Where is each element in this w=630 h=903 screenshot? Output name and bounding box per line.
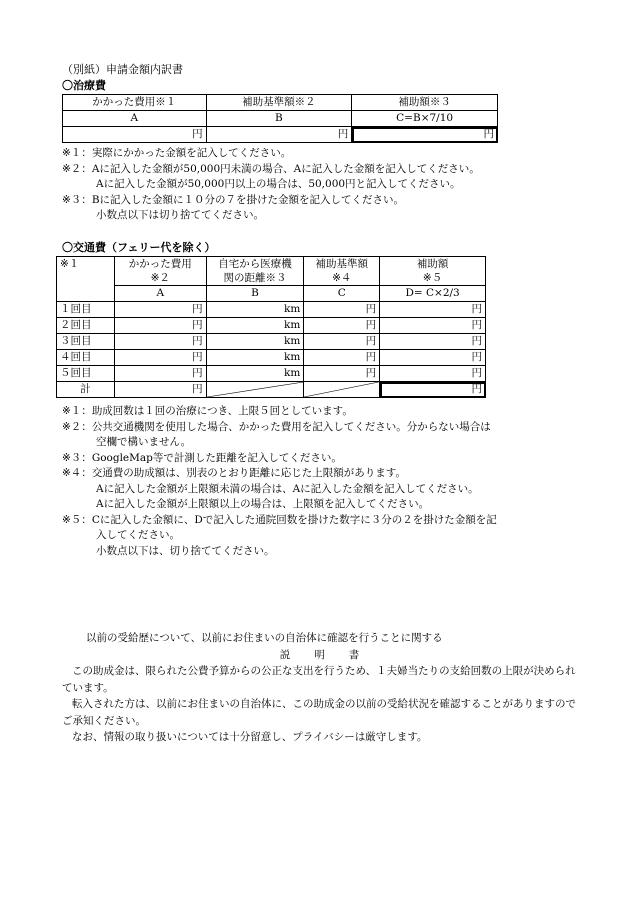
- table-row: [57, 350, 486, 366]
- explanation-paragraph-3: なお、情報の取り扱いについては十分留意し、プライバシーは厳守します。: [72, 731, 428, 743]
- note-text: 小数点以下は切り捨ててください。: [96, 209, 264, 221]
- note-label: ※４：: [62, 467, 92, 479]
- note-text: Cに記入した金額に、Dで記入した通院回数を掛けた数字に３分の２を掛けた金額を記: [91, 513, 497, 526]
- note-item: [62, 466, 582, 482]
- transport-formula-a: A: [114, 286, 206, 302]
- note-item: [62, 404, 582, 420]
- explanation-intro: 以前の受給歴について、以前にお住まいの自治体に確認を行うことに関する: [86, 632, 443, 644]
- note-label: ※１：: [62, 405, 92, 417]
- total-distance-blank: [206, 382, 304, 398]
- treatment-col-standard: 補助基準額※２: [206, 95, 352, 111]
- note-text: Aに記入した金額が上限額未満の場合は、Aに記入した金額を記入してください。: [96, 482, 479, 495]
- distance-cell[interactable]: km: [206, 318, 304, 334]
- table-row: [57, 334, 486, 350]
- transport-col-standard: [304, 257, 380, 286]
- row-label: ２回目: [57, 318, 115, 334]
- treatment-input-subsidy[interactable]: 円: [352, 127, 498, 143]
- subsidy-cell[interactable]: 円: [380, 366, 486, 382]
- total-row: [57, 382, 486, 398]
- note-text: GoogleMap等で計測した距離を記入してください。: [91, 451, 342, 464]
- note-text: 公共交通機関を使用した場合、かかった費用を記入してください。分からない場合は: [91, 420, 491, 433]
- transport-col-distance-line2: 関の距離※３: [223, 272, 287, 284]
- explanation-title: 説 明 書: [279, 648, 361, 661]
- treatment-formula-c: C=B×7/10: [352, 111, 498, 127]
- cost-cell[interactable]: 円: [114, 366, 206, 382]
- note-item: [62, 420, 582, 436]
- transport-formula-b: B: [206, 286, 304, 302]
- subsidy-cell[interactable]: 円: [380, 350, 486, 366]
- treatment-formula-row: [63, 111, 498, 127]
- standard-cell[interactable]: 円: [304, 302, 380, 318]
- note-item: [62, 146, 582, 162]
- explanation-section: [62, 630, 578, 746]
- table-row: [57, 366, 486, 382]
- transport-col-standard-line2: ※４: [332, 272, 352, 284]
- table-row: [57, 318, 486, 334]
- total-subsidy-cell[interactable]: 円: [380, 382, 486, 398]
- row-label: ３回目: [57, 334, 115, 350]
- treatment-table: [62, 94, 498, 143]
- distance-cell[interactable]: km: [206, 302, 304, 318]
- cost-cell[interactable]: 円: [114, 334, 206, 350]
- cost-cell[interactable]: 円: [114, 350, 206, 366]
- note-label: ※３：: [62, 451, 92, 464]
- note-label: ※２：: [62, 420, 92, 433]
- transport-col-cost-line1: かかった費用: [128, 258, 192, 270]
- note-text: Aに記入した金額が50,000円以上の場合は、50,000円と記入してください。: [96, 178, 461, 190]
- treatment-input-standard[interactable]: 円: [206, 127, 352, 143]
- note-text: 小数点以下は、切り捨ててください。: [96, 544, 275, 557]
- explanation-paragraph-2: 転入された方は、以前にお住まいの自治体に、この助成金の以前の受給状況を確認することがありますのでご承知ください。: [62, 698, 576, 727]
- note-item: [62, 162, 582, 178]
- note-text: 実際にかかった金額を記入してください。: [91, 147, 292, 159]
- cost-cell[interactable]: 円: [114, 302, 206, 318]
- transport-col-subsidy-line2: ※５: [422, 272, 443, 284]
- note-text: 入してください。: [96, 529, 180, 541]
- row-label: ５回目: [57, 366, 115, 382]
- note-text: Aに記入した金額が上限額以上の場合は、上限額を記入してください。: [96, 498, 430, 510]
- standard-cell[interactable]: 円: [304, 318, 380, 334]
- standard-cell[interactable]: 円: [304, 366, 380, 382]
- transport-col-subsidy: [380, 257, 486, 286]
- note-label: ※５：: [62, 513, 92, 526]
- row-label: １回目: [57, 302, 115, 318]
- note-item: [62, 451, 582, 467]
- transport-formula-d: D= C×2/3: [380, 286, 486, 302]
- distance-cell[interactable]: km: [206, 366, 304, 382]
- transport-col-subsidy-line1: 補助額: [416, 258, 449, 270]
- distance-cell[interactable]: km: [206, 350, 304, 366]
- transport-col-standard-line1: 補助基準額: [315, 258, 369, 270]
- diagonal-line: [207, 382, 304, 397]
- cost-cell[interactable]: 円: [114, 318, 206, 334]
- distance-cell[interactable]: km: [206, 334, 304, 350]
- treatment-input-row: [63, 127, 498, 143]
- note-item: [62, 193, 582, 209]
- subsidy-cell[interactable]: 円: [380, 334, 486, 350]
- row-label: ４回目: [57, 350, 115, 366]
- transport-heading: 〇交通費（フェリー代を除く）: [62, 241, 216, 254]
- note-label: ※１：: [62, 147, 92, 159]
- table-row: [57, 302, 486, 318]
- note-text: 空欄で構いません。: [96, 436, 192, 448]
- standard-cell[interactable]: 円: [304, 350, 380, 366]
- treatment-formula-a: A: [63, 111, 207, 127]
- note-text: 助成回数は１回の治療につき、上限５回としています。: [91, 405, 353, 417]
- transport-table: [56, 256, 486, 398]
- treatment-heading: 〇治療費: [62, 79, 106, 92]
- total-cost-cell[interactable]: 円: [114, 382, 206, 398]
- note-text: 交通費の助成額は、別表のとおり距離に応じた上限額があります。: [91, 467, 406, 479]
- treatment-notes: [62, 146, 582, 224]
- total-standard-blank: [304, 382, 380, 398]
- transport-col-distance-line1: 自宅から医療機: [218, 258, 292, 270]
- transport-formula-row: [57, 286, 486, 302]
- explanation-paragraph-1: この助成金は、限られた公費予算からの公正な支出を行うため、１夫婦当たりの支給回数の上限が決められています。: [62, 665, 576, 694]
- note-item: [62, 513, 582, 529]
- treatment-col-cost: かかった費用※１: [63, 95, 207, 111]
- treatment-header-row: [63, 95, 498, 111]
- total-label: 計: [57, 382, 115, 398]
- subsidy-cell[interactable]: 円: [380, 318, 486, 334]
- note-text: Bに記入した金額に１０分の７を掛けた金額を記入してください。: [91, 193, 405, 206]
- treatment-col-subsidy: 補助額※３: [352, 95, 498, 111]
- transport-col-distance: [206, 257, 304, 286]
- transport-notes: [62, 404, 582, 559]
- standard-cell[interactable]: 円: [304, 334, 380, 350]
- subsidy-cell[interactable]: 円: [380, 302, 486, 318]
- transport-col-count: ※１: [57, 257, 115, 302]
- note-label: ※３：: [62, 193, 92, 206]
- transport-formula-c: C: [304, 286, 380, 302]
- note-label: ※２：: [62, 162, 92, 175]
- treatment-formula-b: B: [206, 111, 352, 127]
- note-text: Aに記入した金額が50,000円未満の場合、Aに記入した金額を記入してください。: [91, 162, 480, 175]
- transport-col-cost-line2: ※２: [150, 272, 170, 284]
- transport-col-cost: [114, 257, 206, 286]
- diagonal-line: [304, 382, 379, 397]
- treatment-input-cost[interactable]: 円: [63, 127, 207, 143]
- document-title: （別紙）申請金額内訳書: [62, 63, 183, 76]
- transport-header-row: [57, 257, 486, 286]
